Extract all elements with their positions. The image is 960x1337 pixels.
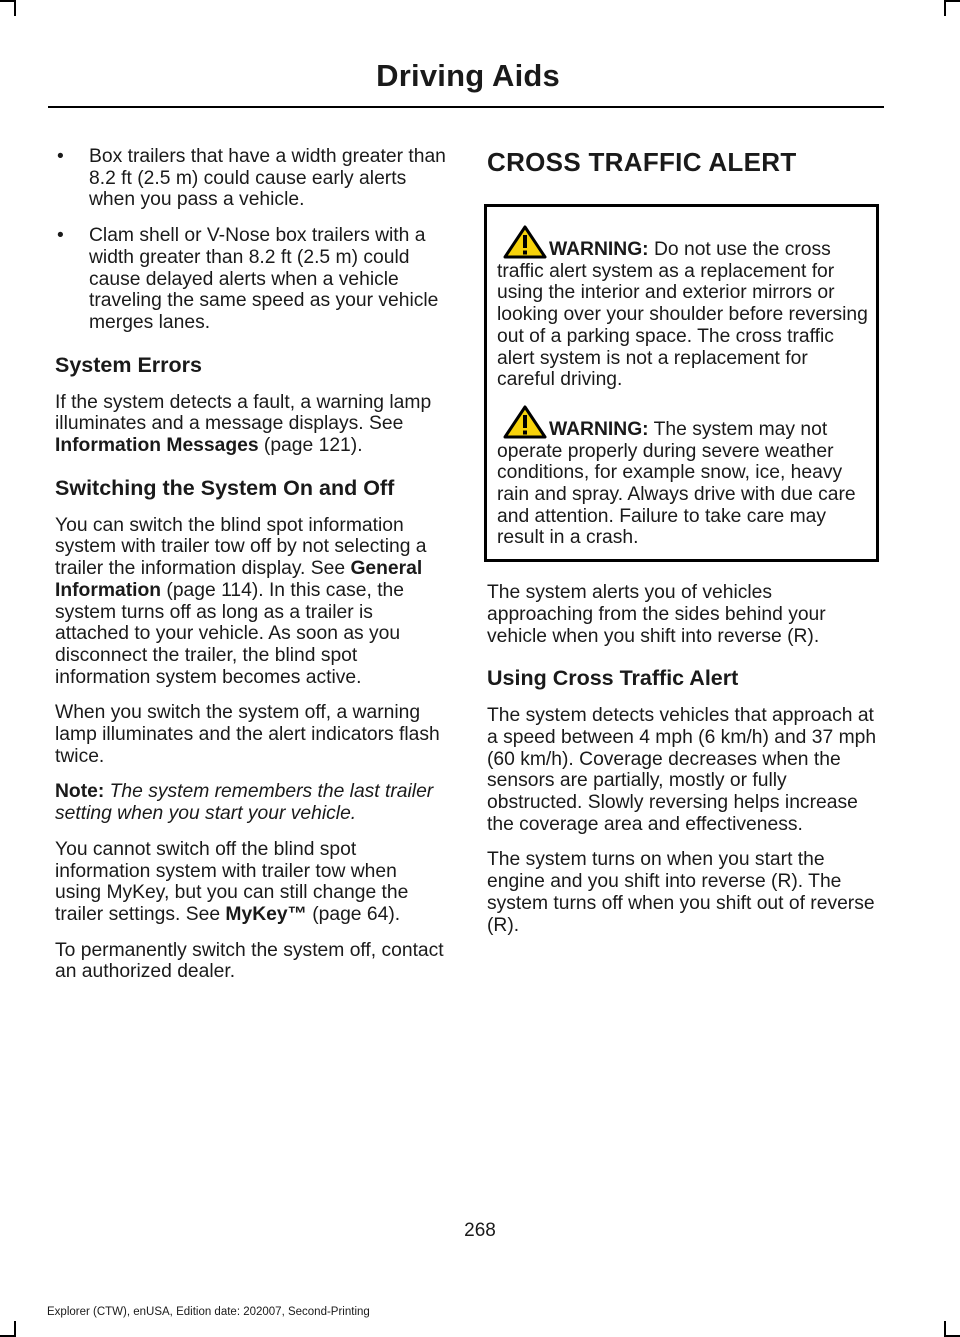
note-text: The system remembers the last trailer setting when you start your vehicle. <box>55 781 434 825</box>
warning-text: The system may not operate properly during severe weather conditions, for example snow, ice, heavy rain and spray. Always drive with due care and attention. Failure to take care may result in a crash. <box>497 418 856 549</box>
cross-traffic-intro: The system alerts you of vehicles approaching from the sides behind your vehicle when you shift into reverse (R). <box>487 582 826 647</box>
note-label: Note: <box>55 781 105 803</box>
switching-paragraph-1: You can switch the blind spot information system with trailer tow off by not selecting a trailer the information display. See General Information (page 114). In this case, the system turns off as long as a trailer is attached to your vehicle. As soon as you disconnect the trailer, the blind spot information system becomes active. <box>55 514 427 688</box>
using-paragraph-2: The system turns on when you start the engine and you shift into reverse (R). The system turns off when you shift out of reverse (R). <box>487 849 875 936</box>
switching-paragraph-4: To permanently switch the system off, contact an authorized dealer. <box>55 939 444 983</box>
warning-text: Do not use the cross traffic alert system as a replacement for using the interior and exterior mirrors or looking over your shoulder before reversing out of a parking space. The cross traffic alert system is not a replacement for careful driving. <box>497 239 868 391</box>
crop-mark-top-left <box>14 0 16 16</box>
general-information-link[interactable]: General Information <box>55 558 423 601</box>
warning-paragraph <box>497 225 868 391</box>
header-divider <box>48 106 884 108</box>
information-messages-link[interactable]: Information Messages <box>55 435 259 457</box>
warning-label: WARNING: <box>549 239 649 260</box>
bullet-text: Box trailers that have a width greater than 8.2 ft (2.5 m) could cause early alerts when you pass a vehicle. <box>89 146 446 211</box>
crop-mark-top-left <box>0 0 14 2</box>
bullet-text: Clam shell or V-Nose box trailers with a width greater than 8.2 ft (2.5 m) could cause delayed alerts when a vehicle traveling the same speed as your vehicle merges lanes. <box>89 225 439 333</box>
right-column <box>487 146 879 950</box>
warning-triangle-icon <box>503 225 547 259</box>
crop-mark-top-right <box>944 0 946 16</box>
warning-box <box>484 204 879 562</box>
warning-triangle-icon <box>503 405 547 439</box>
system-errors-text: If the system detects a fault, a warning lamp illuminates and a message displays. See Information Messages (page 121). <box>55 391 432 457</box>
crop-mark-bottom-left <box>14 1321 16 1337</box>
cross-traffic-alert-heading: CROSS TRAFFIC ALERT <box>487 147 797 177</box>
switching-heading: Switching the System On and Off <box>55 475 395 500</box>
page-title: Driving Aids <box>376 58 560 93</box>
mykey-link[interactable]: MyKey™ <box>225 903 307 925</box>
bullet-icon: • <box>57 146 64 167</box>
left-column <box>55 146 447 997</box>
system-errors-heading: System Errors <box>55 352 202 377</box>
switching-paragraph-2: When you switch the system off, a warning lamp illuminates and the alert indicators flash twice. <box>55 702 440 767</box>
warning-label: WARNING: <box>549 418 649 440</box>
using-cross-traffic-heading: Using Cross Traffic Alert <box>487 666 739 691</box>
bullet-icon: • <box>57 225 64 247</box>
switching-paragraph-3: You cannot switch off the blind spot information system with trailer tow when using MyKey, but you can still change the trailer settings. See MyKey™ (page 64). <box>55 838 409 925</box>
crop-mark-top-right <box>946 0 960 2</box>
note <box>55 781 447 824</box>
warning-paragraph <box>497 405 868 549</box>
list-item <box>55 146 447 211</box>
edition-footer: Explorer (CTW), enUSA, Edition date: 202007, Second-Printing <box>47 1306 370 1318</box>
using-paragraph-1: The system detects vehicles that approach at a speed between 4 mph (6 km/h) and 37 mph (60 km/h). Coverage decreases when the sensors are partially, mostly or fully obstructed. Slowly reversing helps increase the coverage area and effectiveness. <box>487 705 877 835</box>
page-number: 268 <box>464 1220 496 1241</box>
trailer-bullet-list <box>55 146 447 334</box>
list-item <box>55 225 447 334</box>
